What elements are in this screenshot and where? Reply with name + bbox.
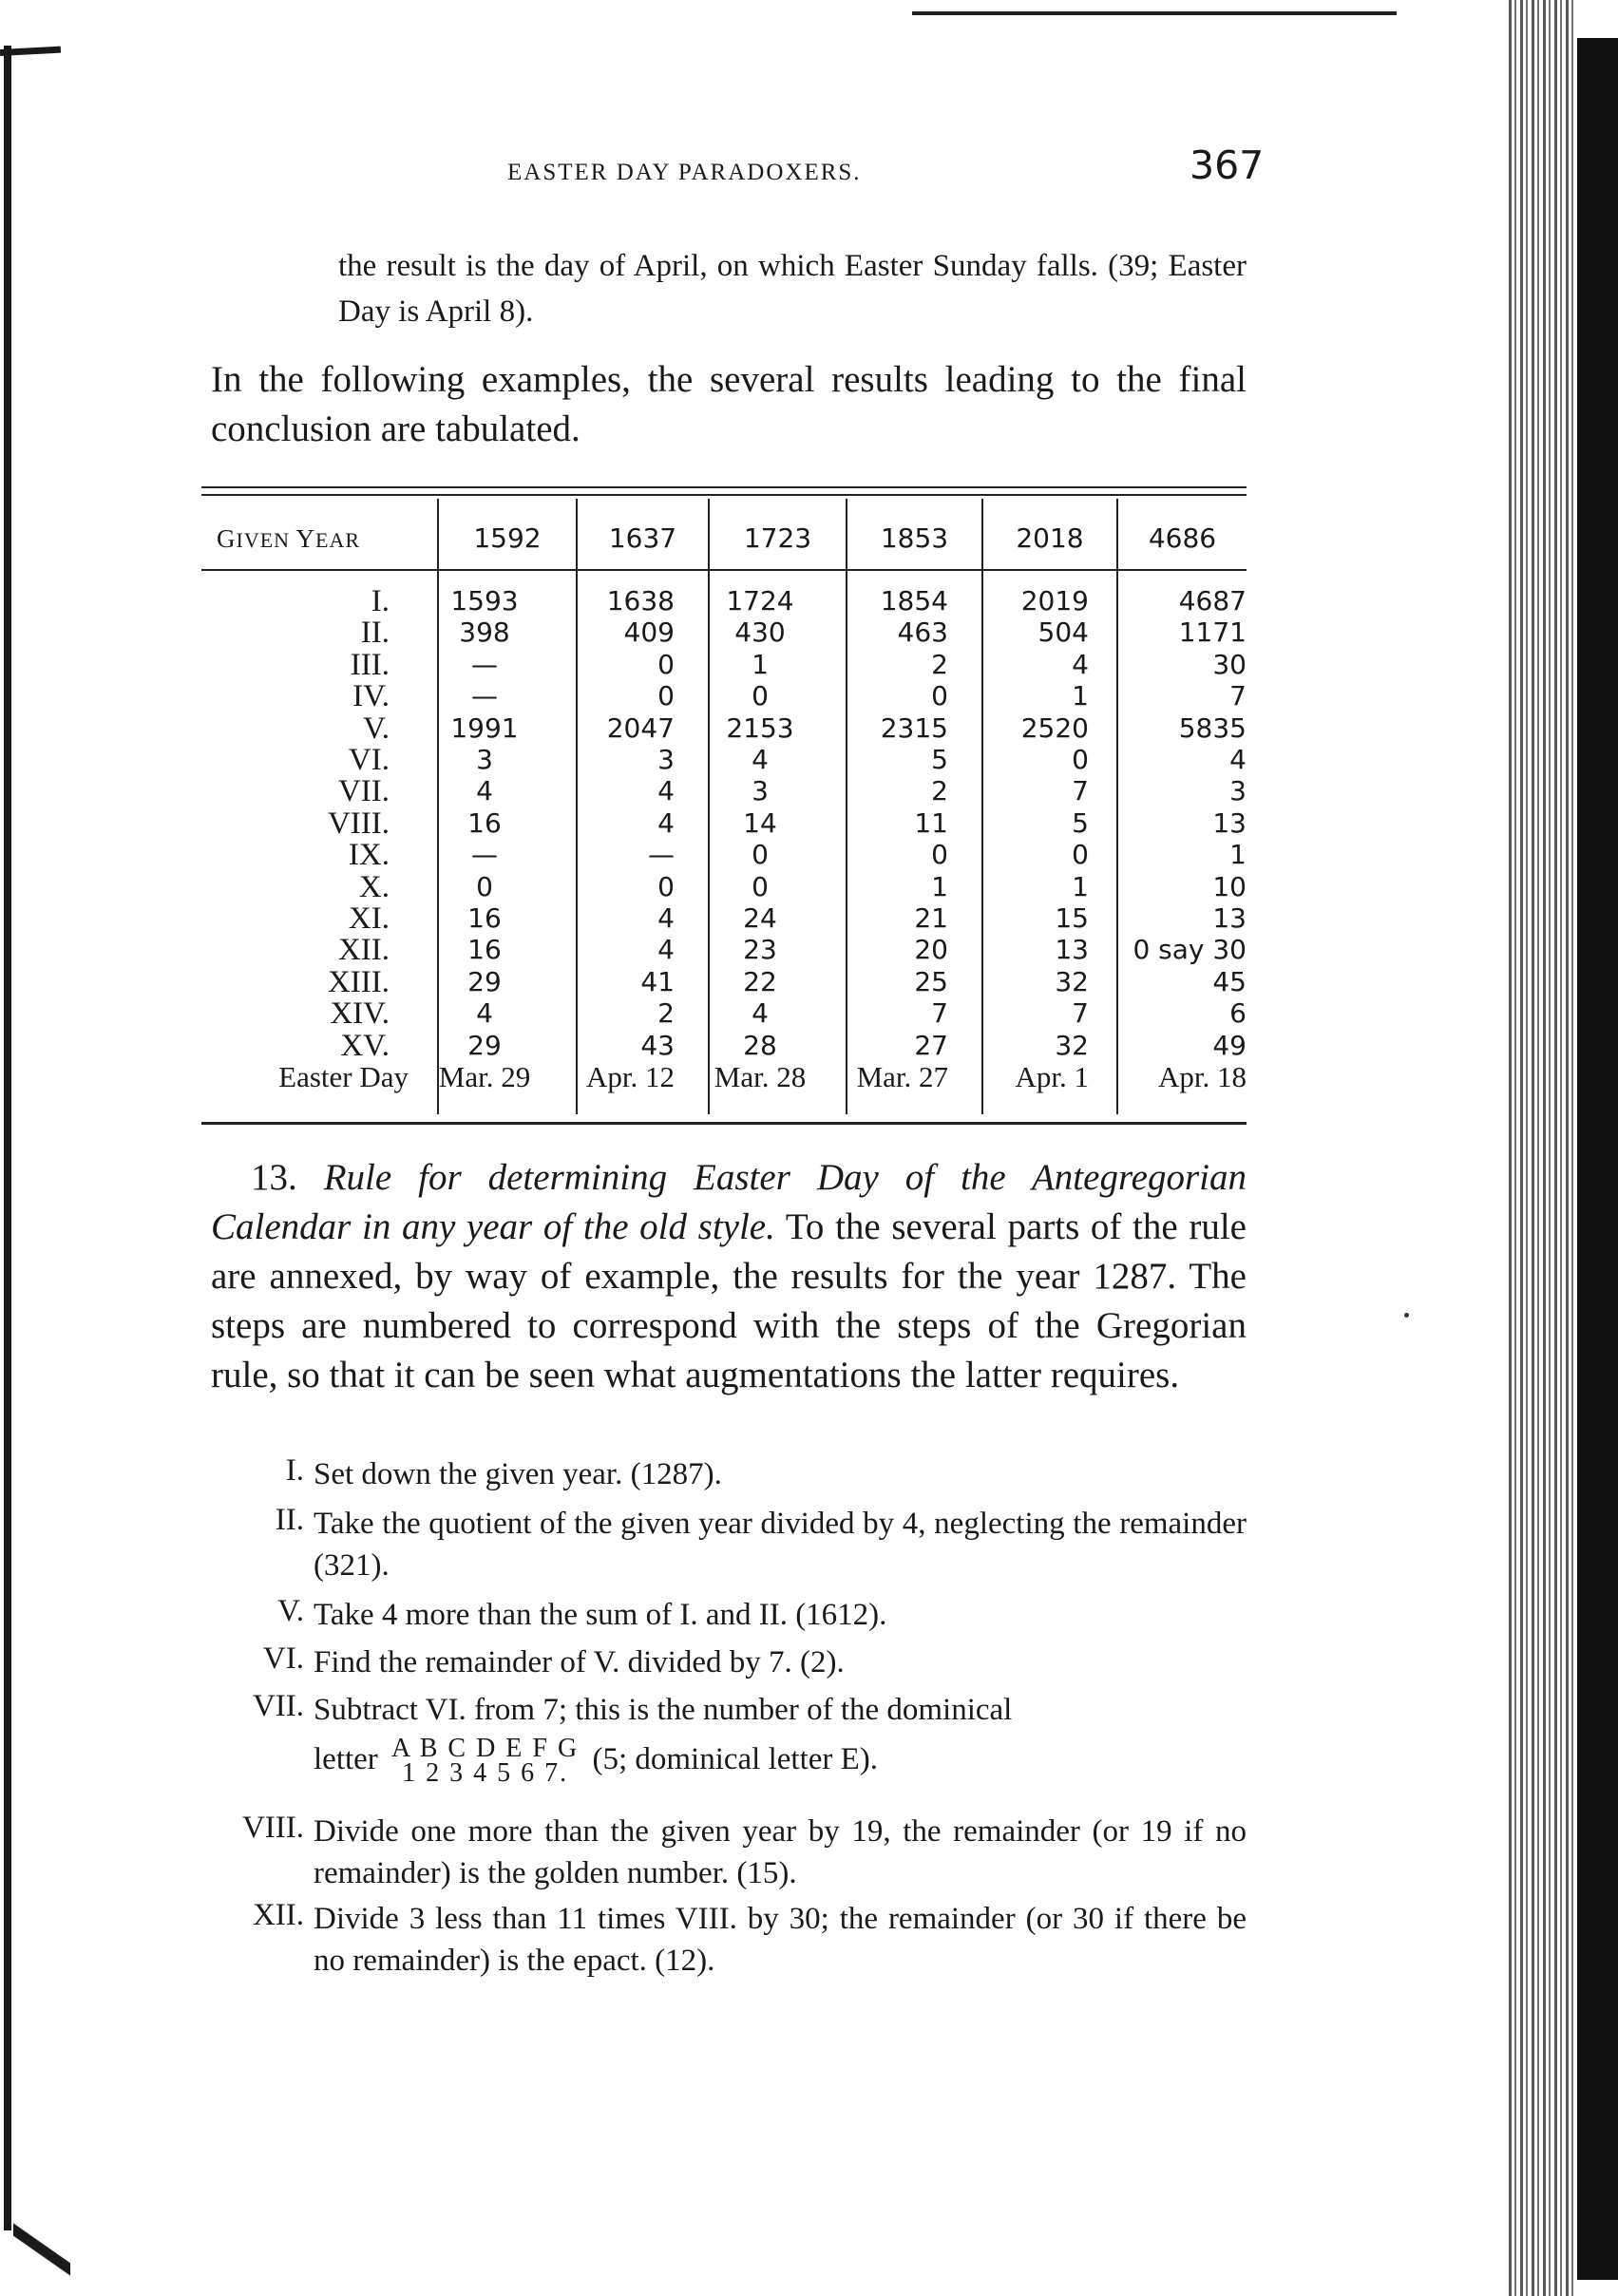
- table-cell: 16: [467, 934, 502, 966]
- easter-day-cell: Apr. 18: [1158, 1060, 1247, 1093]
- table-cell: 11: [914, 806, 948, 839]
- table-cell: 2: [931, 648, 948, 680]
- table-vline: [846, 499, 847, 1114]
- table-cell: 1991: [450, 712, 519, 744]
- table-cell: 32: [1055, 1029, 1089, 1061]
- table-cell: 2047: [606, 712, 675, 744]
- table-cell: 0 say 30: [1133, 934, 1247, 966]
- table-cell: 4: [752, 997, 769, 1030]
- table-cell: 1: [1072, 870, 1089, 902]
- table-cell: 4: [752, 744, 769, 775]
- table-vline: [981, 499, 983, 1114]
- row-label: III.: [350, 647, 390, 682]
- table-cell: 4: [657, 934, 675, 966]
- row-label: VI.: [348, 743, 390, 777]
- section-body: To the several parts of the rule are annexed, by way of example, the results for the year 1287. The steps are numbered to correspond with the steps of the Gregorian rule, so that it can be seen what augmentations the latter requires.: [211, 1206, 1247, 1395]
- rule-text: Take the quotient of the given year divided by 4, neglecting the remainder (321).: [314, 1507, 1247, 1583]
- table-cell: 23: [743, 934, 777, 966]
- table-cell: 6: [1229, 997, 1247, 1030]
- table-cell: 13: [1212, 806, 1247, 839]
- table-cell: 13: [1212, 902, 1247, 934]
- table-cell: 29: [467, 1029, 502, 1061]
- table-cell: 4: [1072, 648, 1089, 680]
- table-cell: 0: [931, 839, 948, 871]
- table-cell: 1: [752, 648, 769, 680]
- row-label: XIII.: [327, 964, 390, 999]
- rule-number: I.: [285, 1453, 304, 1488]
- running-head: EASTER DAY PARADOXERS.: [507, 160, 862, 185]
- table-cell: 409: [623, 617, 675, 649]
- table-cell: 1: [1229, 839, 1247, 871]
- table-cell: 4687: [1178, 585, 1247, 617]
- table-cell: 16: [467, 902, 502, 934]
- table-cell: 22: [743, 965, 777, 997]
- rule-text: Subtract VI. from 7; this is the number of the dominical letter A B C D E F G 1 2 3 4 5 6 7. (5; dominical letter E).: [314, 1693, 1013, 1788]
- table-cell: 24: [743, 902, 777, 934]
- table-cell: 4: [476, 775, 493, 807]
- rule-text: Divide one more than the given year by 19, the remainder (or 19 if no remainder) is the golden number. (15).: [314, 1814, 1247, 1890]
- table-cell: 2019: [1020, 585, 1089, 617]
- table-cell: 45: [1212, 965, 1247, 997]
- table-bottom-rule: [201, 1122, 1247, 1125]
- table-cell: 4: [1229, 744, 1247, 775]
- table-cell: 1638: [606, 585, 675, 617]
- scan-edge-left-bottom: [13, 2223, 70, 2280]
- scan-speck: [1404, 1313, 1409, 1318]
- easter-day-cell: Mar. 29: [438, 1060, 531, 1093]
- rule-number: II.: [275, 1503, 304, 1537]
- year-header: 1637: [608, 522, 677, 554]
- scan-edge-right: [1577, 38, 1618, 2280]
- row-label: XIV.: [330, 996, 390, 1032]
- table-cell: —: [471, 648, 498, 680]
- table-header-rule: [201, 569, 1247, 571]
- table-cell: 43: [640, 1029, 675, 1061]
- table-cell: 2520: [1020, 712, 1089, 744]
- row-label: IV.: [352, 679, 390, 714]
- table-cell: 7: [1072, 775, 1089, 807]
- table-cell: 5: [1072, 806, 1089, 839]
- row-label: XI.: [348, 901, 390, 936]
- table-cell: 504: [1037, 617, 1089, 649]
- year-header: 2018: [1016, 522, 1084, 554]
- table-cell: 16: [467, 806, 502, 839]
- table-cell: 2315: [880, 712, 948, 744]
- table-cell: 0: [657, 648, 675, 680]
- table-cell: 1724: [726, 585, 794, 617]
- table-cell: 3: [752, 775, 769, 807]
- row-label: II.: [360, 616, 390, 651]
- easter-day-label: Easter Day: [278, 1060, 409, 1093]
- table-cell: 1171: [1178, 617, 1247, 649]
- scan-edge-left: [4, 46, 11, 2230]
- table-cell: 4: [657, 775, 675, 807]
- rule-number: VIII.: [241, 1811, 304, 1845]
- rule-text: Set down the given year. (1287).: [314, 1457, 722, 1491]
- row-label: X.: [358, 869, 390, 904]
- table-vline: [1116, 499, 1118, 1114]
- section-13: [211, 1153, 1247, 1400]
- table-cell: 20: [914, 934, 948, 966]
- table-cell: 0: [1072, 744, 1089, 775]
- table-cell: —: [471, 839, 498, 871]
- row-label: IX.: [348, 838, 390, 873]
- table-cell: 15: [1055, 902, 1089, 934]
- easter-day-cell: Apr. 1: [1015, 1060, 1089, 1093]
- row-label: I.: [371, 584, 390, 618]
- table-cell: 2: [657, 997, 675, 1030]
- table-cell: 5835: [1178, 712, 1247, 744]
- paragraph-intro: In the following examples, the several results leading to the final conclusion are tabulated.: [211, 359, 1247, 449]
- table-cell: 7: [1072, 997, 1089, 1030]
- table-cell: 41: [640, 965, 675, 997]
- paragraph-top: the result is the day of April, on which Easter Sunday falls. (39; Easter Day is April 8).: [338, 249, 1247, 329]
- rule-number: XII.: [252, 1898, 304, 1932]
- table-cell: 25: [914, 965, 948, 997]
- table-cell: 2153: [726, 712, 794, 744]
- table-cell: 0: [931, 680, 948, 712]
- table-cell: 14: [743, 806, 777, 839]
- table-cell: 7: [1229, 680, 1247, 712]
- year-header: 4686: [1148, 522, 1217, 554]
- table-cell: —: [471, 680, 498, 712]
- table-cell: 30: [1212, 648, 1247, 680]
- section-title: Rule for determining Easter Day of the Antegregorian Calendar in any year of the old style.: [211, 1157, 1247, 1247]
- row-label: VIII.: [327, 806, 390, 841]
- table-vline: [708, 499, 710, 1114]
- table-cell: 4: [476, 997, 493, 1030]
- table-cell: 27: [914, 1029, 948, 1061]
- table-cell: 32: [1055, 965, 1089, 997]
- table-cell: 1854: [880, 585, 948, 617]
- row-label: V.: [363, 711, 390, 746]
- table-cell: 1593: [450, 585, 519, 617]
- rule-number: VI.: [262, 1641, 304, 1676]
- table-cell: 2: [931, 775, 948, 807]
- table-cell: 10: [1212, 870, 1247, 902]
- table-cell: 1: [1072, 680, 1089, 712]
- table-cell: 29: [467, 965, 502, 997]
- scan-top-rule: [912, 11, 1397, 15]
- table-cell: 28: [743, 1029, 777, 1061]
- rule-number: VII.: [252, 1689, 304, 1723]
- table-cell: 13: [1055, 934, 1089, 966]
- row-label: XII.: [337, 933, 390, 968]
- table-cell: 0: [752, 680, 769, 712]
- easter-day-cell: Mar. 27: [856, 1060, 948, 1093]
- section-number: 13.: [251, 1157, 297, 1198]
- table-cell: 398: [459, 617, 510, 649]
- table-cell: 0: [752, 870, 769, 902]
- table-cell: 4: [657, 806, 675, 839]
- rule-text: Find the remainder of V. divided by 7. (2).: [314, 1645, 845, 1679]
- table-cell: 0: [1072, 839, 1089, 871]
- table-cell: 3: [657, 744, 675, 775]
- row-label: VII.: [337, 774, 390, 809]
- table-cell: 0: [476, 870, 493, 902]
- given-year-header: GIVEN YEAR: [217, 524, 361, 553]
- table-cell: 0: [657, 870, 675, 902]
- dominical-letter-table: A B C D E F G 1 2 3 4 5 6 7.: [391, 1734, 580, 1788]
- table-cell: 3: [1229, 775, 1247, 807]
- year-header: 1592: [473, 522, 542, 554]
- rule-text: Divide 3 less than 11 times VIII. by 30; the remainder (or 30 if there be no remainder) is the epact. (12).: [314, 1902, 1247, 1978]
- table-top-rule-1: [201, 486, 1247, 488]
- page-number: 367: [1190, 142, 1265, 188]
- table-cell: 4: [657, 902, 675, 934]
- scan-edge-right-stripes: [1509, 0, 1577, 2296]
- table-cell: 0: [752, 839, 769, 871]
- table-cell: 49: [1212, 1029, 1247, 1061]
- row-label: XV.: [340, 1028, 390, 1063]
- table-cell: —: [648, 839, 675, 871]
- table-cell: 7: [931, 997, 948, 1030]
- year-header: 1723: [743, 522, 812, 554]
- table-vline: [576, 499, 578, 1114]
- easter-day-cell: Mar. 28: [714, 1060, 807, 1093]
- rule-number: V.: [277, 1594, 304, 1628]
- table-cell: 0: [657, 680, 675, 712]
- table-cell: 5: [931, 744, 948, 775]
- table-cell: 1: [931, 870, 948, 902]
- table-cell: 3: [476, 744, 493, 775]
- table-top-rule-2: [201, 494, 1247, 496]
- table-cell: 21: [914, 902, 948, 934]
- year-header: 1853: [880, 522, 949, 554]
- easter-day-cell: Apr. 12: [586, 1060, 675, 1093]
- rule-text: Take 4 more than the sum of I. and II. (1612).: [314, 1598, 887, 1632]
- table-cell: 430: [734, 617, 786, 649]
- table-cell: 463: [897, 617, 948, 649]
